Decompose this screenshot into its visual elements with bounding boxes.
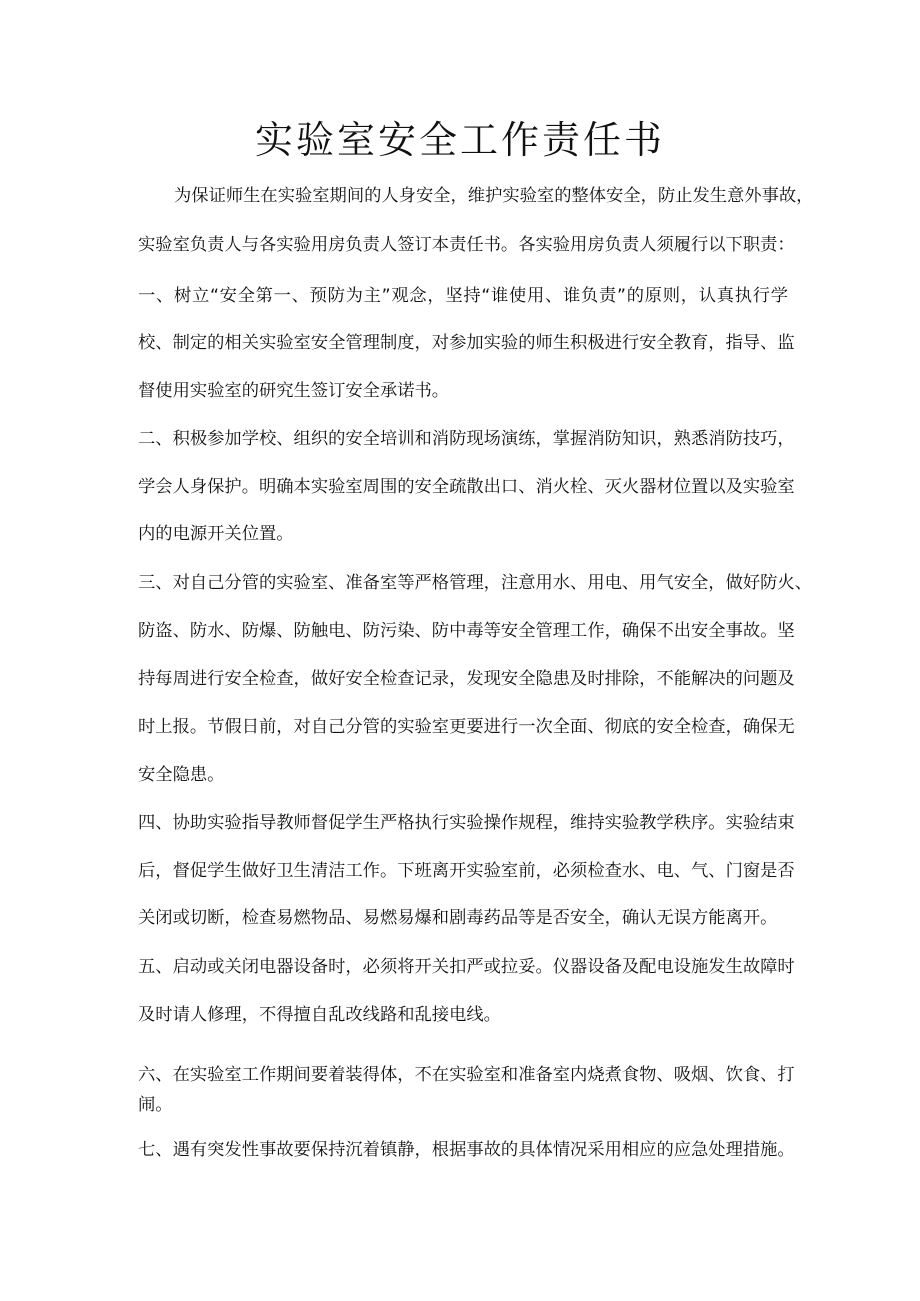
item-1-line-2: 校、制定的相关实验室安全管理制度，对参加实验的师生积极进行安全教育，指导、监 bbox=[138, 333, 795, 353]
item-2-line-2: 学会人身保护。明确本实验室周围的安全疏散出口、消火栓、灭火器材位置以及实验室 bbox=[138, 477, 795, 497]
item-5-line-2: 及时请人修理，不得擅自乱改线路和乱接电线。 bbox=[138, 1005, 501, 1025]
item-3-line-3: 持每周进行安全检查，做好安全检查记录，发现安全隐患及时排除，不能解决的问题及 bbox=[138, 669, 795, 689]
intro-line-1: 为保证师生在实验室期间的人身安全，维护实验室的整体安全，防止发生意外事故， bbox=[174, 186, 814, 206]
document-title: 实验室安全工作责任书 bbox=[254, 118, 665, 162]
item-5-line-1: 五、启动或关闭电器设备时，必须将开关扣严或拉妥。仪器设备及配电设施发生故障时 bbox=[138, 957, 795, 977]
item-3-line-2: 防盗、防水、防爆、防触电、防污染、防中毒等安全管理工作，确保不出安全事故。坚 bbox=[138, 621, 795, 641]
item-1-line-3: 督使用实验室的研究生签订安全承诺书。 bbox=[138, 381, 450, 401]
item-2-line-3: 内的电源开关位置。 bbox=[138, 524, 294, 544]
item-3-line-1: 三、对自己分管的实验室、准备室等严格管理，注意用水、用电、用气安全，做好防火、 bbox=[138, 573, 812, 593]
item-2-line-1: 二、积极参加学校、组织的安全培训和消防现场演练，掌握消防知识，熟悉消防技巧， bbox=[138, 429, 795, 449]
item-1-line-1: 一、树立“安全第一、预防为主”观念，坚持“谁使用、谁负责”的原则，认真执行学 bbox=[138, 286, 788, 306]
item-4-line-3: 关闭或切断，检查易燃物品、易燃易爆和剧毒药品等是否安全，确认无误方能离开。 bbox=[138, 908, 778, 928]
item-3-line-5: 安全隐患。 bbox=[138, 765, 225, 785]
item-7-line-1: 七、遇有突发性事故要保持沉着镇静，根据事故的具体情况采用相应的应急处理措施。 bbox=[138, 1140, 795, 1160]
item-4-line-1: 四、协助实验指导教师督促学生严格执行实验操作规程，维持实验教学秩序。实验结束 bbox=[138, 813, 795, 833]
item-3-line-4: 时上报。节假日前，对自己分管的实验室更要进行一次全面、彻底的安全检查，确保无 bbox=[138, 717, 795, 737]
item-6-line-1: 六、在实验室工作期间要着装得体，不在实验室和准备室内烧煮食物、吸烟、饮食、打 bbox=[138, 1065, 795, 1085]
intro-line-2: 实验室负责人与各实验用房负责人签订本责任书。各实验用房负责人须履行以下职责： bbox=[138, 235, 795, 255]
item-6-line-2: 闹。 bbox=[138, 1095, 173, 1115]
item-4-line-2: 后，督促学生做好卫生清洁工作。下班离开实验室前，必须检查水、电、气、门窗是否 bbox=[138, 861, 795, 881]
